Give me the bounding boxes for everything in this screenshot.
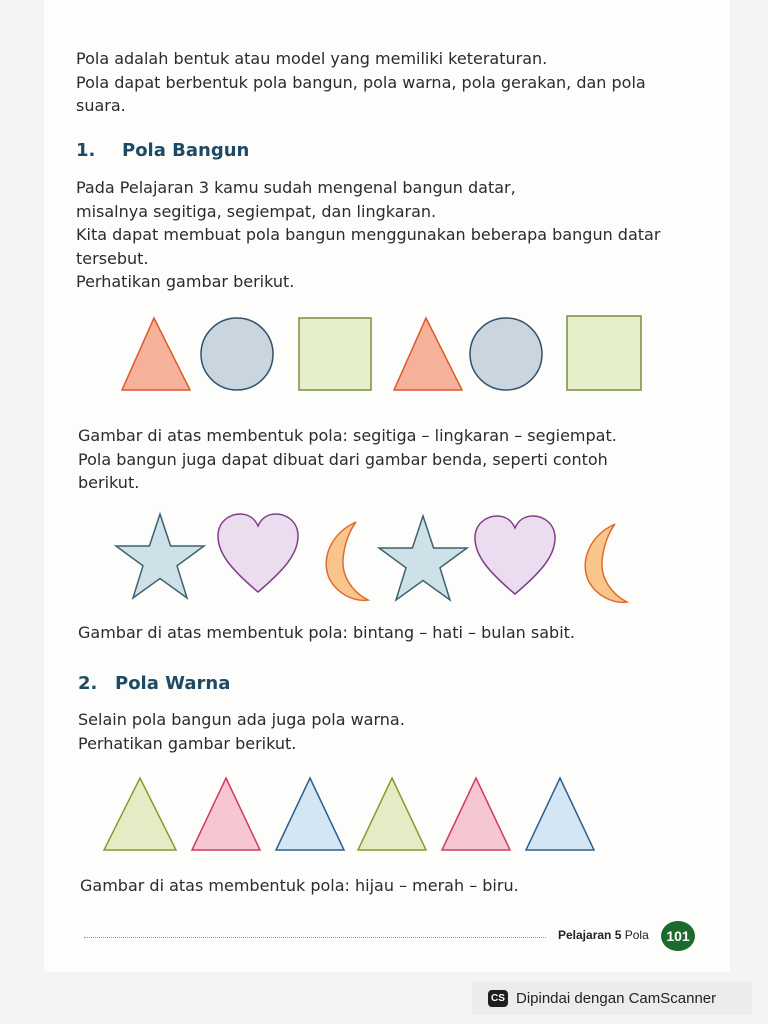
triangle-shape: [122, 318, 190, 390]
green-triangle-shape: [104, 778, 176, 850]
crescent-moon-shape: [585, 524, 627, 602]
star-shape: [116, 514, 204, 598]
section-1-caption-2-block: [78, 621, 575, 645]
section-2-title: Pola Warna: [115, 673, 231, 694]
section-1-line-4: tersebut.: [76, 248, 149, 268]
section-2-line-2: Perhatikan gambar berikut.: [78, 733, 297, 753]
section-1-para2-line-1: Pola bangun juga dapat dibuat dari gambar benda, seperti contoh: [78, 449, 608, 469]
footer-topic: Pola: [624, 928, 649, 942]
section-1-line-2: misalnya segitiga, segiempat, dan lingkaran.: [76, 201, 437, 221]
camscanner-logo-icon: CS: [488, 990, 508, 1007]
crescent-moon-shape: [326, 522, 368, 600]
section-1-heading: [76, 140, 249, 161]
blue-triangle-shape: [276, 778, 344, 850]
section-1-line-1: Pada Pelajaran 3 kamu sudah mengenal bangun datar,: [76, 178, 516, 197]
footer-lesson-label: [558, 928, 649, 942]
shape-pattern-figure: [110, 308, 660, 400]
section-1-para2-line-2: berikut.: [78, 473, 140, 492]
red-triangle-shape: [192, 778, 260, 850]
heart-shape: [475, 516, 555, 594]
triangle-shape: [394, 318, 462, 390]
page-number-badge: 101: [661, 921, 695, 951]
star-shape: [379, 516, 467, 600]
section-1-caption-block: [78, 424, 617, 495]
footer-divider: [84, 937, 546, 938]
object-pattern-figure: [112, 508, 642, 608]
camscanner-text: Dipindai dengan CamScanner: [516, 989, 717, 1007]
red-triangle-shape: [442, 778, 510, 850]
heart-shape: [218, 514, 298, 592]
section-1-paragraph: [76, 176, 660, 294]
section-1-caption-2: Gambar di atas membentuk pola: bintang – hati – bulan sabit.: [78, 623, 575, 642]
footer-lesson: Pelajaran 5: [558, 928, 622, 942]
circle-shape: [470, 318, 542, 390]
intro-line-2: Pola dapat berbentuk pola bangun, pola warna, pola gerakan, dan pola: [76, 72, 646, 92]
color-pattern-figure: [100, 774, 600, 854]
green-triangle-shape: [358, 778, 426, 850]
section-2-caption: Gambar di atas membentuk pola: hijau – merah – biru.: [80, 876, 519, 895]
camscanner-watermark: [472, 981, 752, 1015]
section-2-number: 2.: [78, 673, 98, 694]
section-1-title: Pola Bangun: [122, 140, 250, 161]
section-1-number: 1.: [76, 140, 96, 161]
intro-line-3: suara.: [76, 96, 126, 115]
square-shape: [567, 316, 641, 390]
section-1-line-3: Kita dapat membuat pola bangun menggunakan beberapa bangun datar: [76, 225, 661, 244]
section-2-paragraph: [78, 708, 405, 755]
section-2-caption-block: [80, 874, 519, 898]
section-2-heading: [78, 673, 230, 694]
intro-paragraph: [76, 47, 646, 118]
circle-shape: [201, 318, 273, 390]
blue-triangle-shape: [526, 778, 594, 850]
square-shape: [299, 318, 371, 390]
section-2-line-1: Selain pola bangun ada juga pola warna.: [78, 710, 405, 729]
section-1-caption-1: Gambar di atas membentuk pola: segitiga – lingkaran – segiempat.: [78, 426, 617, 445]
section-1-line-5: Perhatikan gambar berikut.: [76, 272, 295, 291]
intro-line-1: Pola adalah bentuk atau model yang memiliki keteraturan.: [76, 49, 548, 68]
